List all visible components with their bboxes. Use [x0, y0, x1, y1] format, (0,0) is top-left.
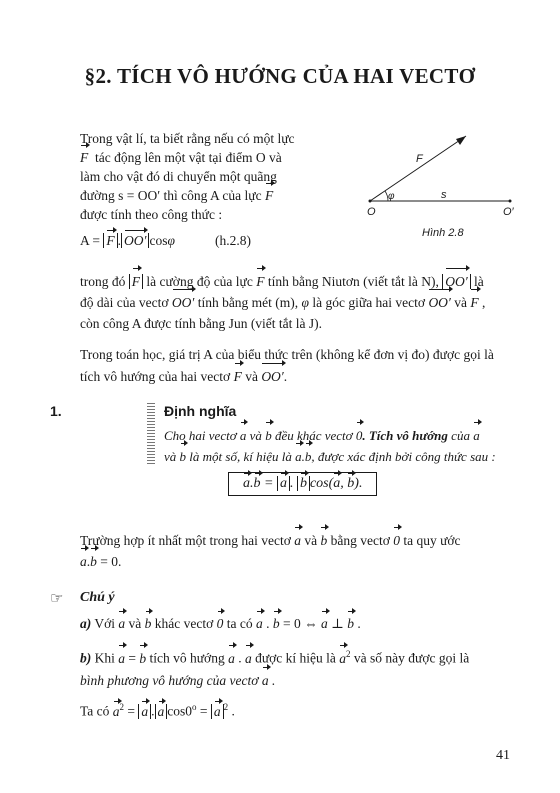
definition-line-1: Cho hai vectơ a và b đều khác vectơ 0. Tích vô hướng của a: [164, 425, 514, 446]
note-b: [80, 643, 520, 692]
figure-label-F: F: [416, 153, 423, 165]
figure-label-O: O: [367, 206, 376, 218]
intro-paragraph: [80, 129, 340, 224]
hand-pointer-icon: ☞: [50, 591, 64, 607]
page-title: §2. TÍCH VÔ HƯỚNG CỦA HAI VECTƠ: [84, 64, 476, 88]
vector-F: F: [80, 150, 89, 165]
work-formula: A = F . OO′ cosφ: [80, 233, 175, 248]
explain-paragraph: [80, 271, 515, 334]
note-c: Ta có $a^2 = a$ . a $\cos 0^o = a$ $^2$ .: [80, 702, 235, 719]
work-formula-tag: (h.2.8): [215, 233, 251, 248]
intro-line-2: F tác động lên một vật tại điểm O và: [80, 150, 282, 165]
vector-F: F: [264, 188, 274, 203]
note-b-line-2: bình phương vô hướng của vectơ a .: [80, 670, 520, 692]
math-paragraph: [80, 344, 520, 388]
figure-2-8: [360, 128, 525, 223]
point-O: [369, 200, 372, 203]
intro-line-4: đường s = OO′ thì công A của lực F: [80, 188, 274, 203]
intro-line-1: Trong vật lí, ta biết rằng nếu có một lực: [80, 131, 295, 146]
explain-line-3: còn công A được tính bằng Jun (viết tắt là J).: [80, 316, 323, 331]
note-a: a) Với a và b khác vectơ 0 ta có a . b = 0 ⇔ a ⊥ b .: [80, 614, 520, 634]
special-line-2: a.b = 0.: [80, 551, 520, 572]
explain-line-2: độ dài của vectơ OO′ tính bằng mét (m), φ là góc giữa hai vectơ OO′ và F ,: [80, 292, 515, 313]
intro-line-5: được tính theo công thức :: [80, 207, 223, 222]
intro-line-3: làm cho vật đó di chuyển một quãng: [80, 169, 277, 184]
math-line-1: Trong toán học, giá trị A của biểu thức trên (không kể đơn vị đo) được gọi là: [80, 347, 494, 362]
point-O-prime: [509, 200, 512, 203]
force-vector-line: [370, 136, 466, 201]
special-case-paragraph: [80, 530, 520, 572]
explain-line-1: trong đó F là cường độ của lực F tính bằng Niutơn (viết tắt là N), OO′ là: [80, 271, 515, 292]
page-number: 41: [496, 748, 510, 763]
definition-side-bar: [147, 402, 155, 464]
figure-label-phi: φ: [388, 191, 395, 202]
note-b-line-1: b) Khi a = b tích vô hướng a . a được kí hiệu là $a^2$ và số này được gọi là: [80, 643, 520, 670]
definition-text: [164, 425, 514, 467]
definition-heading: Định nghĩa: [164, 403, 237, 419]
special-line-1: Trường hợp ít nhất một trong hai vectơ a và b bằng vectơ 0 ta quy ước: [80, 530, 520, 551]
definition-formula-box: a.b = a . b cos(a, b).: [228, 472, 377, 496]
figure-caption: Hình 2.8: [422, 227, 464, 239]
math-line-2: tích vô hướng của hai vectơ F và OO′.: [80, 366, 520, 388]
figure-label-O-prime: O′: [503, 206, 514, 218]
force-arrowhead: [456, 136, 466, 145]
definition-line-2: và b là một số, kí hiệu là a.b, được xác định bởi công thức sau :: [164, 446, 514, 467]
note-heading: Chú ý: [80, 590, 115, 605]
figure-label-s: s: [441, 189, 447, 201]
section-number: 1.: [50, 403, 62, 419]
